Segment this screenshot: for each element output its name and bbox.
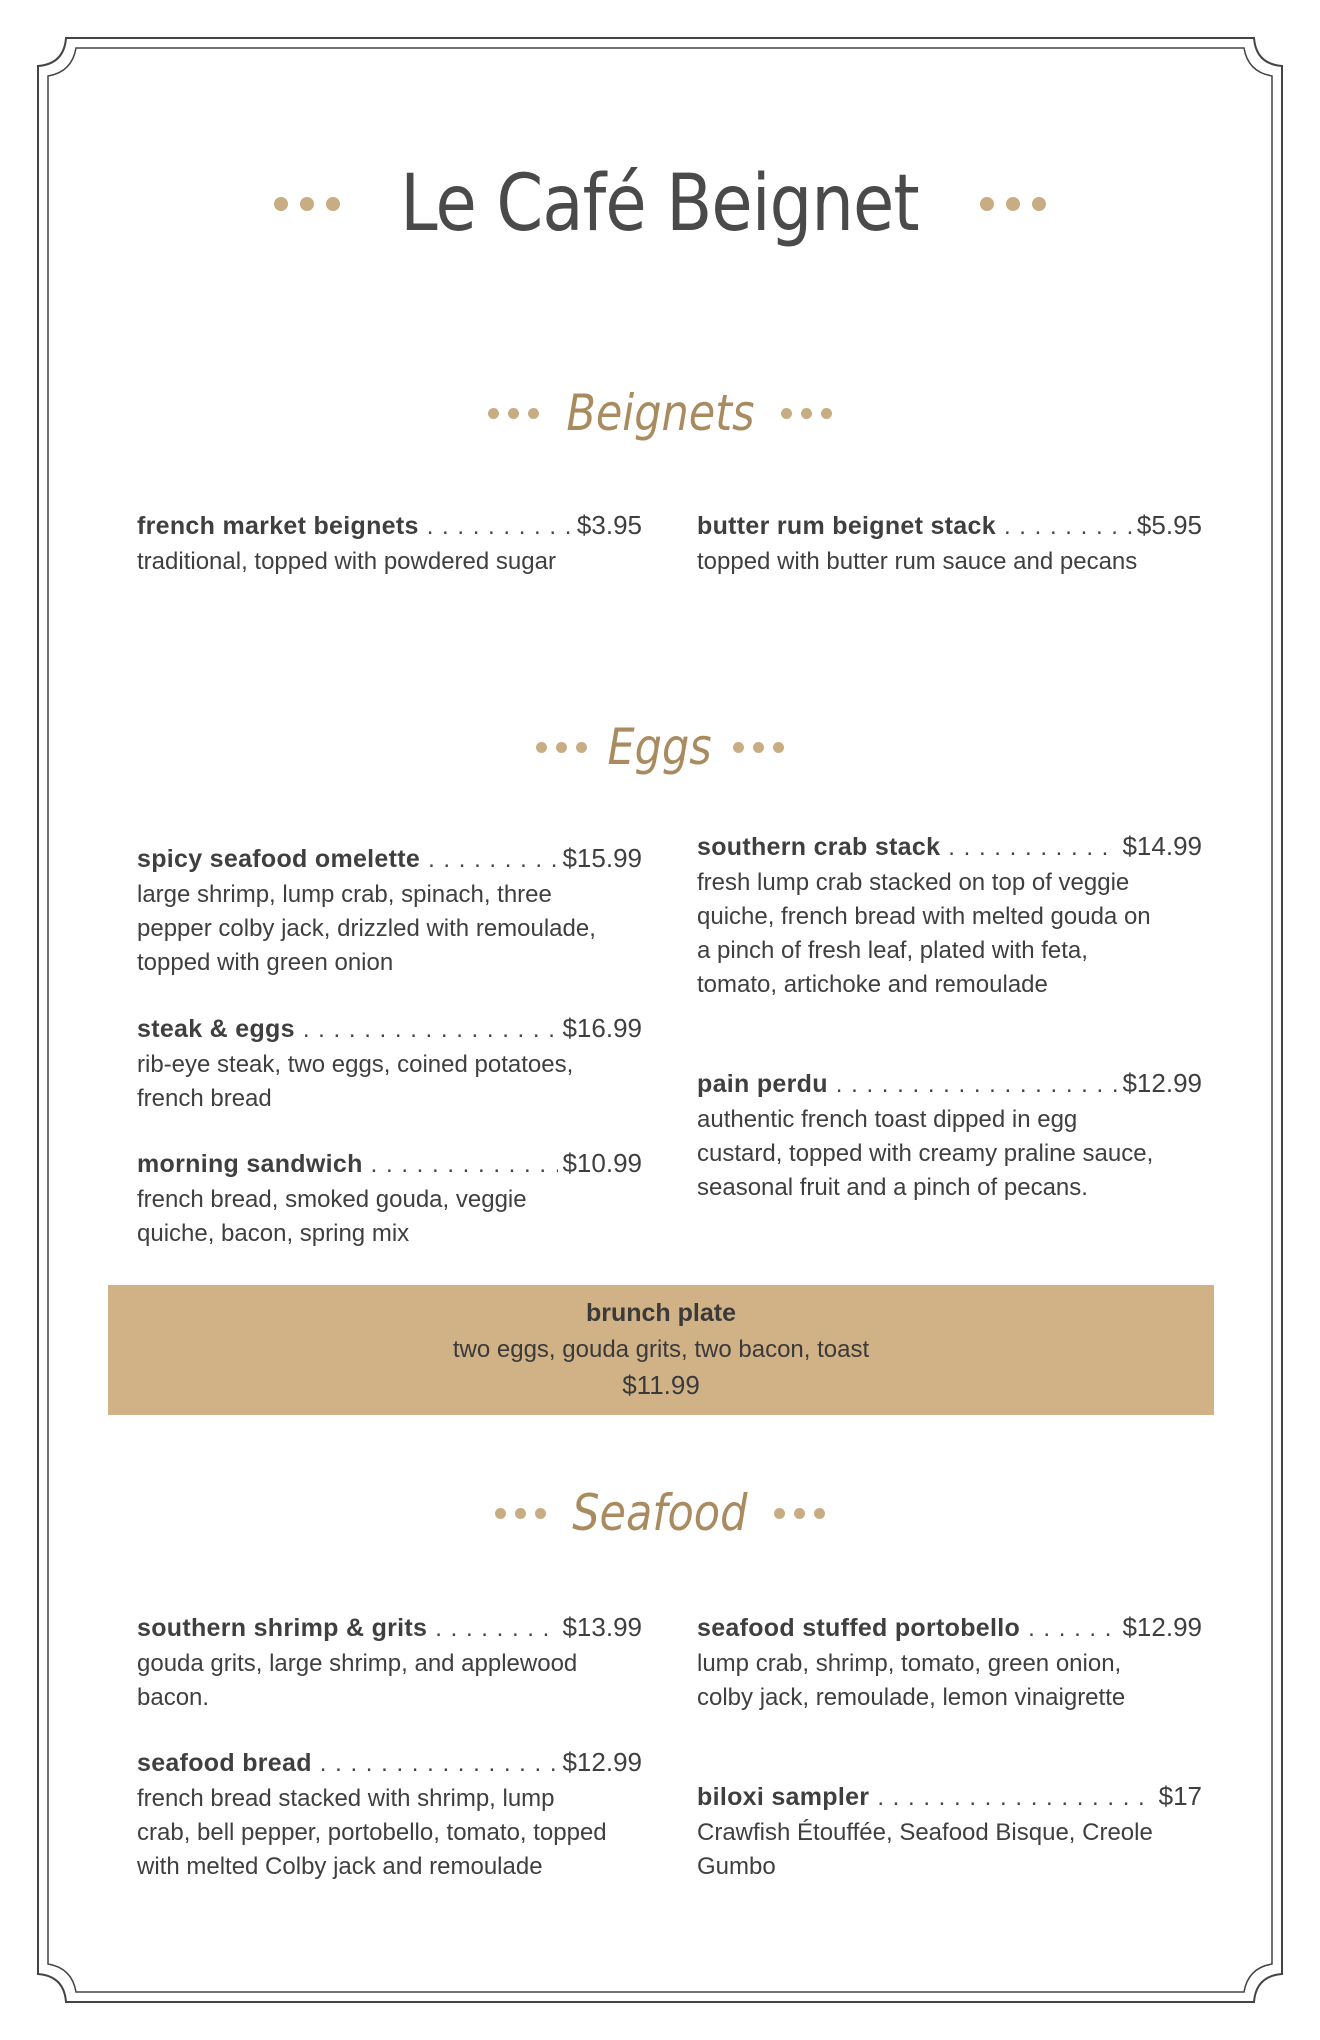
item-description: rib-eye steak, two eggs, coined potatoes, french bread bbox=[137, 1051, 574, 1112]
item-price: $3.95 bbox=[576, 510, 642, 540]
item-price: $17 bbox=[1158, 1781, 1202, 1811]
item-price: $14.99 bbox=[1122, 831, 1202, 861]
section-title: Beignets bbox=[565, 384, 755, 442]
item-price: $16.99 bbox=[562, 1013, 642, 1043]
menu-item bbox=[137, 1747, 642, 1884]
menu-item bbox=[137, 510, 642, 579]
item-description: gouda grits, large shrimp, and applewood bacon. bbox=[137, 1650, 578, 1711]
item-name: steak & eggs bbox=[137, 1015, 295, 1043]
menu-item bbox=[697, 510, 1202, 579]
ornament-dots-right bbox=[980, 197, 1046, 211]
section-heading-beignets bbox=[0, 384, 1320, 442]
item-name: morning sandwich bbox=[137, 1150, 363, 1178]
menu-item bbox=[697, 831, 1202, 1002]
item-description: topped with butter rum sauce and pecans bbox=[697, 548, 1138, 575]
dot-leader bbox=[836, 1071, 1119, 1099]
ornament-dots-left bbox=[488, 408, 539, 419]
item-price: $12.99 bbox=[1122, 1068, 1202, 1098]
menu-header bbox=[0, 159, 1320, 249]
item-description: french bread, smoked gouda, veggie quiche, bacon, spring mix bbox=[137, 1186, 527, 1247]
item-description: traditional, topped with powdered sugar bbox=[137, 548, 556, 575]
item-price: $12.99 bbox=[1122, 1612, 1202, 1642]
section-title: Eggs bbox=[607, 718, 713, 776]
item-name: southern crab stack bbox=[697, 833, 941, 861]
item-price: $15.99 bbox=[562, 843, 642, 873]
restaurant-title: Le Café Beignet bbox=[400, 159, 920, 249]
menu-item bbox=[697, 1781, 1202, 1884]
feature-price: $11.99 bbox=[622, 1370, 700, 1400]
menu-item bbox=[137, 1013, 642, 1116]
ornament-dots-right bbox=[774, 1508, 825, 1519]
item-price: $5.95 bbox=[1136, 510, 1202, 540]
ornament-dots-left bbox=[495, 1508, 546, 1519]
brunch-plate-feature bbox=[108, 1285, 1214, 1415]
dot-leader bbox=[1004, 513, 1133, 541]
dot-leader bbox=[435, 1615, 558, 1643]
item-name: biloxi sampler bbox=[697, 1783, 870, 1811]
item-name: seafood stuffed portobello bbox=[697, 1614, 1021, 1642]
section-heading-eggs bbox=[0, 718, 1320, 776]
ornament-dots-left bbox=[274, 197, 340, 211]
item-name: seafood bread bbox=[137, 1749, 312, 1777]
dot-leader bbox=[877, 1784, 1154, 1812]
feature-description: two eggs, gouda grits, two bacon, toast bbox=[452, 1336, 870, 1363]
item-name: pain perdu bbox=[697, 1070, 828, 1098]
item-description: Crawfish Étouffée, Seafood Bisque, Creole Gumbo bbox=[697, 1819, 1153, 1880]
feature-name: brunch plate bbox=[585, 1299, 736, 1327]
menu-item bbox=[137, 1148, 642, 1251]
dot-leader bbox=[427, 513, 573, 541]
item-price: $12.99 bbox=[562, 1747, 642, 1777]
dot-leader bbox=[428, 846, 558, 874]
item-description: fresh lump crab stacked on top of veggie quiche, french bread with melted gouda on a pinch of fresh leaf, plated with feta, tomato, artichoke and remoulade bbox=[697, 869, 1151, 998]
item-name: french market beignets bbox=[137, 512, 419, 540]
section-heading-seafood bbox=[0, 1484, 1320, 1542]
item-description: lump crab, shrimp, tomato, green onion, colby jack, remoulade, lemon vinaigrette bbox=[697, 1650, 1126, 1711]
item-name: spicy seafood omelette bbox=[137, 845, 421, 873]
menu-item bbox=[697, 1612, 1202, 1715]
dot-leader bbox=[371, 1151, 559, 1179]
menu-item bbox=[137, 843, 642, 980]
item-description: french bread stacked with shrimp, lump crab, bell pepper, portobello, tomato, topped with melted Colby jack and remoulade bbox=[137, 1785, 607, 1880]
item-name: southern shrimp & grits bbox=[137, 1614, 428, 1642]
dot-leader bbox=[1028, 1615, 1118, 1643]
section-title: Seafood bbox=[572, 1484, 748, 1542]
item-description: authentic french toast dipped in egg custard, topped with creamy praline sauce, seasonal fruit and a pinch of pecans. bbox=[697, 1106, 1154, 1201]
dot-leader bbox=[303, 1016, 559, 1044]
item-price: $10.99 bbox=[562, 1148, 642, 1178]
item-price: $13.99 bbox=[562, 1612, 642, 1642]
dot-leader bbox=[948, 834, 1118, 862]
menu-item bbox=[137, 1612, 642, 1715]
menu-item bbox=[697, 1068, 1202, 1205]
ornament-dots-right bbox=[781, 408, 832, 419]
dot-leader bbox=[320, 1750, 559, 1778]
item-description: large shrimp, lump crab, spinach, three pepper colby jack, drizzled with remoulade, topped with green onion bbox=[137, 881, 596, 976]
ornament-dots-right bbox=[733, 742, 784, 753]
ornament-dots-left bbox=[536, 742, 587, 753]
item-name: butter rum beignet stack bbox=[697, 512, 996, 540]
